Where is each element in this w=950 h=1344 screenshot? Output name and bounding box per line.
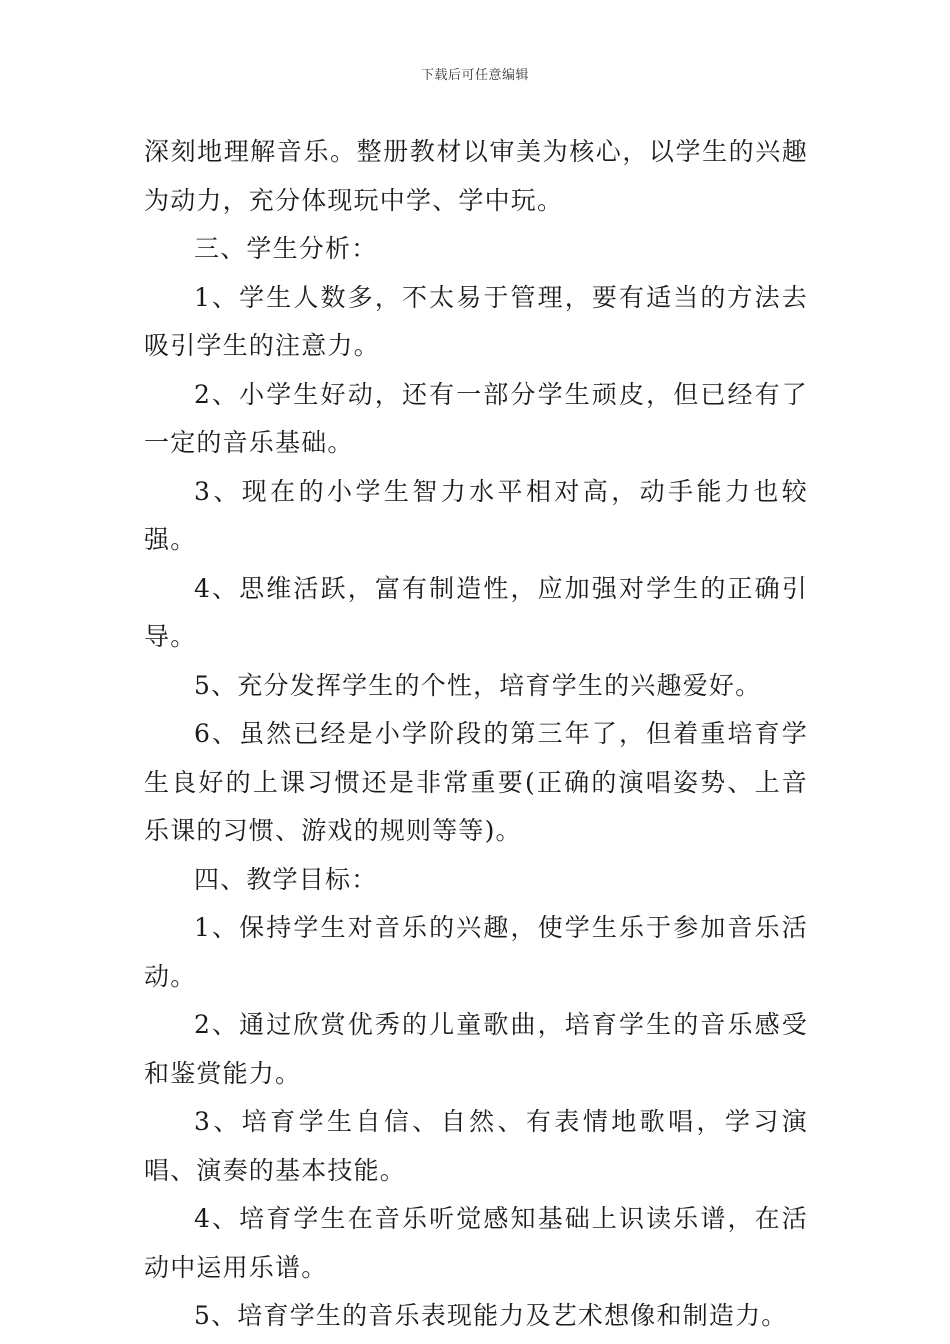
analysis-item-3: 3、现在的小学生智力水平相对高，动手能力也较强。 [144, 476, 808, 554]
goal-item-1: 1、保持学生对音乐的兴趣，使学生乐于参加音乐活动。 [144, 913, 808, 991]
page-header: 下载后可任意编辑 [420, 68, 529, 83]
goal-item-5: 5、培育学生的音乐表现能力及艺术想像和制造力。 [194, 1301, 788, 1330]
goal-item-4: 4、培育学生在音乐听觉感知基础上识读乐谱，在活动中运用乐谱。 [144, 1204, 808, 1282]
section-heading-student-analysis: 三、学生分析： [194, 234, 378, 263]
analysis-item-6: 6、虽然已经是小学阶段的第三年了，但着重培育学生良好的上课习惯还是非常重要(正确的演唱姿势、上音乐课的习惯、游戏的规则等等)。 [144, 719, 808, 845]
analysis-item-4: 4、思维活跃，富有制造性，应加强对学生的正确引导。 [144, 573, 808, 651]
analysis-item-5: 5、充分发挥学生的个性，培育学生的兴趣爱好。 [194, 670, 762, 700]
goal-item-3: 3、培育学生自信、自然、有表情地歌唱，学习演唱、演奏的基本技能。 [144, 1107, 808, 1185]
goal-item-2: 2、通过欣赏优秀的儿童歌曲，培育学生的音乐感受和鉴赏能力。 [144, 1010, 808, 1088]
analysis-item-1: 1、学生人数多，不太易于管理，要有适当的方法去吸引学生的注意力。 [144, 282, 808, 360]
document-body [144, 128, 808, 1341]
section-heading-teaching-goals: 四、教学目标： [194, 864, 378, 894]
paragraph-continuation: 深刻地理解音乐。整册教材以审美为核心，以学生的兴趣为动力，充分体现玩中学、学中玩。 [144, 137, 808, 215]
analysis-item-2: 2、小学生好动，还有一部分学生顽皮，但已经有了一定的音乐基础。 [144, 379, 808, 457]
